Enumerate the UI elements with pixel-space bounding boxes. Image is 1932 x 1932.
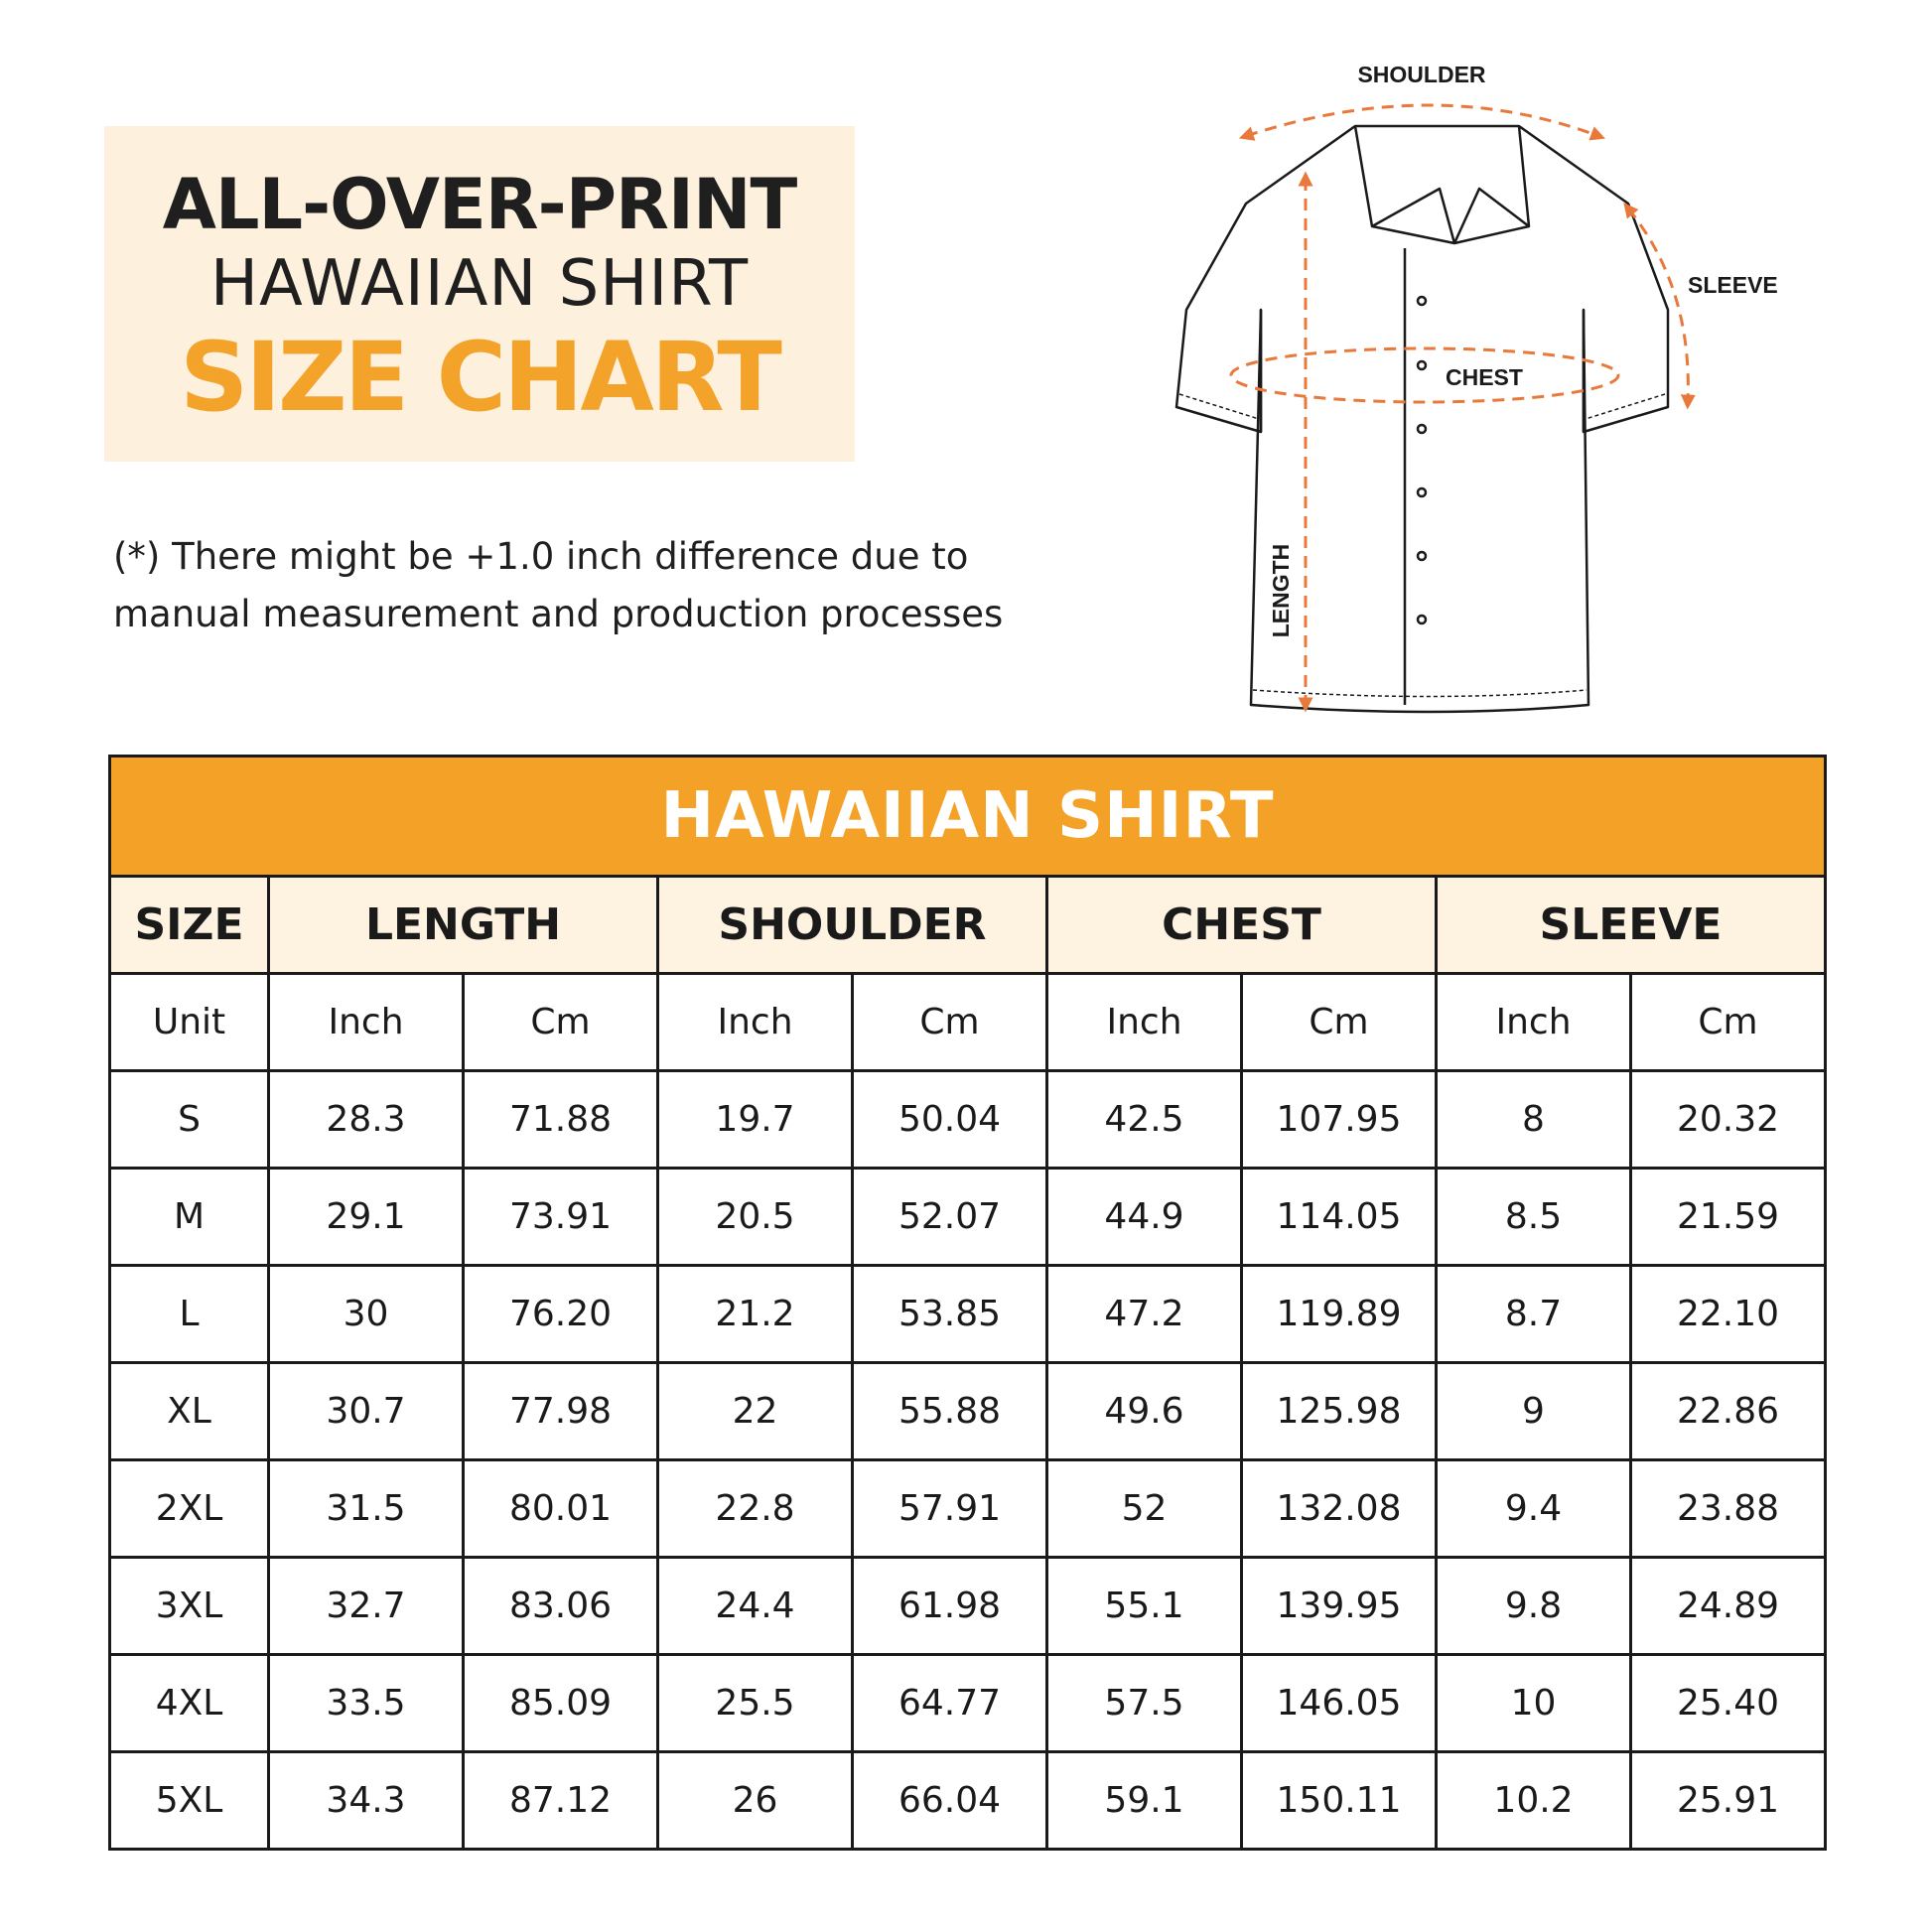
table-cell: 77.98 xyxy=(464,1363,658,1460)
table-cell: 47.2 xyxy=(1047,1266,1242,1363)
table-cell: 19.7 xyxy=(658,1071,853,1169)
table-cell: 25.91 xyxy=(1631,1752,1826,1850)
table-cell: 59.1 xyxy=(1047,1752,1242,1850)
table-cell: 80.01 xyxy=(464,1460,658,1558)
table-group-header xyxy=(110,877,1826,974)
table-cell: 55.88 xyxy=(853,1363,1047,1460)
table-cell: 33.5 xyxy=(269,1655,464,1752)
table-cell: 66.04 xyxy=(853,1752,1047,1850)
table-row xyxy=(110,1071,1826,1169)
table-cell: 73.91 xyxy=(464,1169,658,1266)
table-cell: 50.04 xyxy=(853,1071,1047,1169)
table-cell: 25.5 xyxy=(658,1655,853,1752)
table-cell: 57.91 xyxy=(853,1460,1047,1558)
table-cell: 49.6 xyxy=(1047,1363,1242,1460)
table-cell: 114.05 xyxy=(1242,1169,1437,1266)
unit-cell: Inch xyxy=(269,974,464,1071)
table-cell: 8.5 xyxy=(1437,1169,1631,1266)
table-cell: 22.86 xyxy=(1631,1363,1826,1460)
table-row xyxy=(110,1752,1826,1850)
table-cell: 20.5 xyxy=(658,1169,853,1266)
table-cell: 107.95 xyxy=(1242,1071,1437,1169)
header-shoulder: SHOULDER xyxy=(658,877,1047,974)
table-cell: 20.32 xyxy=(1631,1071,1826,1169)
title-line-1: ALL-OVER-PRINT xyxy=(162,164,797,245)
table-row xyxy=(110,1266,1826,1363)
table-cell: 30 xyxy=(269,1266,464,1363)
table-cell: XL xyxy=(110,1363,269,1460)
table-cell: 9.8 xyxy=(1437,1558,1631,1655)
table-cell: 42.5 xyxy=(1047,1071,1242,1169)
table-cell: 10.2 xyxy=(1437,1752,1631,1850)
table-cell: 3XL xyxy=(110,1558,269,1655)
table-cell: 8 xyxy=(1437,1071,1631,1169)
table-cell: 44.9 xyxy=(1047,1169,1242,1266)
units-row xyxy=(110,974,1826,1071)
unit-cell: Inch xyxy=(1437,974,1631,1071)
table-cell: 9 xyxy=(1437,1363,1631,1460)
table-cell: 57.5 xyxy=(1047,1655,1242,1752)
table-cell: 26 xyxy=(658,1752,853,1850)
header-size: SIZE xyxy=(110,877,269,974)
title-line-3: SIZE CHART xyxy=(180,322,779,433)
table-cell: L xyxy=(110,1266,269,1363)
note-line-1: (*) There might be +1.0 inch difference due to xyxy=(113,535,969,578)
table-cell: 32.7 xyxy=(269,1558,464,1655)
table-cell: 9.4 xyxy=(1437,1460,1631,1558)
table-cell: 21.59 xyxy=(1631,1169,1826,1266)
table-cell: 29.1 xyxy=(269,1169,464,1266)
table-cell: 4XL xyxy=(110,1655,269,1752)
table-cell: 10 xyxy=(1437,1655,1631,1752)
shirt-outline xyxy=(1176,126,1668,712)
table-cell: 23.88 xyxy=(1631,1460,1826,1558)
table-cell: 52 xyxy=(1047,1460,1242,1558)
table-cell: S xyxy=(110,1071,269,1169)
table-cell: 119.89 xyxy=(1242,1266,1437,1363)
table-cell: 2XL xyxy=(110,1460,269,1558)
table-row xyxy=(110,1169,1826,1266)
unit-cell: Unit xyxy=(110,974,269,1071)
table-cell: 34.3 xyxy=(269,1752,464,1850)
table-cell: 28.3 xyxy=(269,1071,464,1169)
header-length: LENGTH xyxy=(269,877,658,974)
unit-cell: Inch xyxy=(1047,974,1242,1071)
table-cell: 21.2 xyxy=(658,1266,853,1363)
header-chest: CHEST xyxy=(1047,877,1437,974)
table-cell: 22.10 xyxy=(1631,1266,1826,1363)
table-cell: 132.08 xyxy=(1242,1460,1437,1558)
table-title: HAWAIIAN SHIRT xyxy=(110,757,1826,877)
title-box xyxy=(104,126,855,462)
measurement-note xyxy=(113,528,1066,643)
length-label: LENGTH xyxy=(1268,543,1294,638)
table-cell: 52.07 xyxy=(853,1169,1047,1266)
sleeve-label: SLEEVE xyxy=(1688,272,1778,298)
table-cell: 87.12 xyxy=(464,1752,658,1850)
note-line-2: manual measurement and production processes xyxy=(113,593,1004,635)
table-cell: 146.05 xyxy=(1242,1655,1437,1752)
unit-cell: Cm xyxy=(1242,974,1437,1071)
unit-cell: Cm xyxy=(464,974,658,1071)
unit-cell: Cm xyxy=(1631,974,1826,1071)
table-cell: 22 xyxy=(658,1363,853,1460)
chest-label: CHEST xyxy=(1446,364,1523,390)
table-cell: 25.40 xyxy=(1631,1655,1826,1752)
table-cell: 55.1 xyxy=(1047,1558,1242,1655)
table-cell: 53.85 xyxy=(853,1266,1047,1363)
table-row xyxy=(110,1558,1826,1655)
table-cell: 76.20 xyxy=(464,1266,658,1363)
table-cell: 85.09 xyxy=(464,1655,658,1752)
table-cell: 24.89 xyxy=(1631,1558,1826,1655)
unit-cell: Cm xyxy=(853,974,1047,1071)
table-cell: 31.5 xyxy=(269,1460,464,1558)
title-line-2: HAWAIIAN SHIRT xyxy=(209,247,750,321)
shirt-illustration xyxy=(1152,50,1797,735)
table-cell: 125.98 xyxy=(1242,1363,1437,1460)
size-table xyxy=(108,755,1827,1851)
table-cell: M xyxy=(110,1169,269,1266)
table-row xyxy=(110,1460,1826,1558)
shoulder-label: SHOULDER xyxy=(1357,62,1486,87)
table-cell: 61.98 xyxy=(853,1558,1047,1655)
table-row xyxy=(110,1363,1826,1460)
table-cell: 22.8 xyxy=(658,1460,853,1558)
table-cell: 5XL xyxy=(110,1752,269,1850)
table-cell: 150.11 xyxy=(1242,1752,1437,1850)
table-cell: 30.7 xyxy=(269,1363,464,1460)
table-cell: 139.95 xyxy=(1242,1558,1437,1655)
header-sleeve: SLEEVE xyxy=(1437,877,1826,974)
table-cell: 8.7 xyxy=(1437,1266,1631,1363)
table-cell: 71.88 xyxy=(464,1071,658,1169)
table-cell: 24.4 xyxy=(658,1558,853,1655)
table-row xyxy=(110,1655,1826,1752)
table-cell: 83.06 xyxy=(464,1558,658,1655)
shirt-diagram xyxy=(1152,50,1797,735)
table-cell: 64.77 xyxy=(853,1655,1047,1752)
table-banner xyxy=(110,757,1826,877)
unit-cell: Inch xyxy=(658,974,853,1071)
